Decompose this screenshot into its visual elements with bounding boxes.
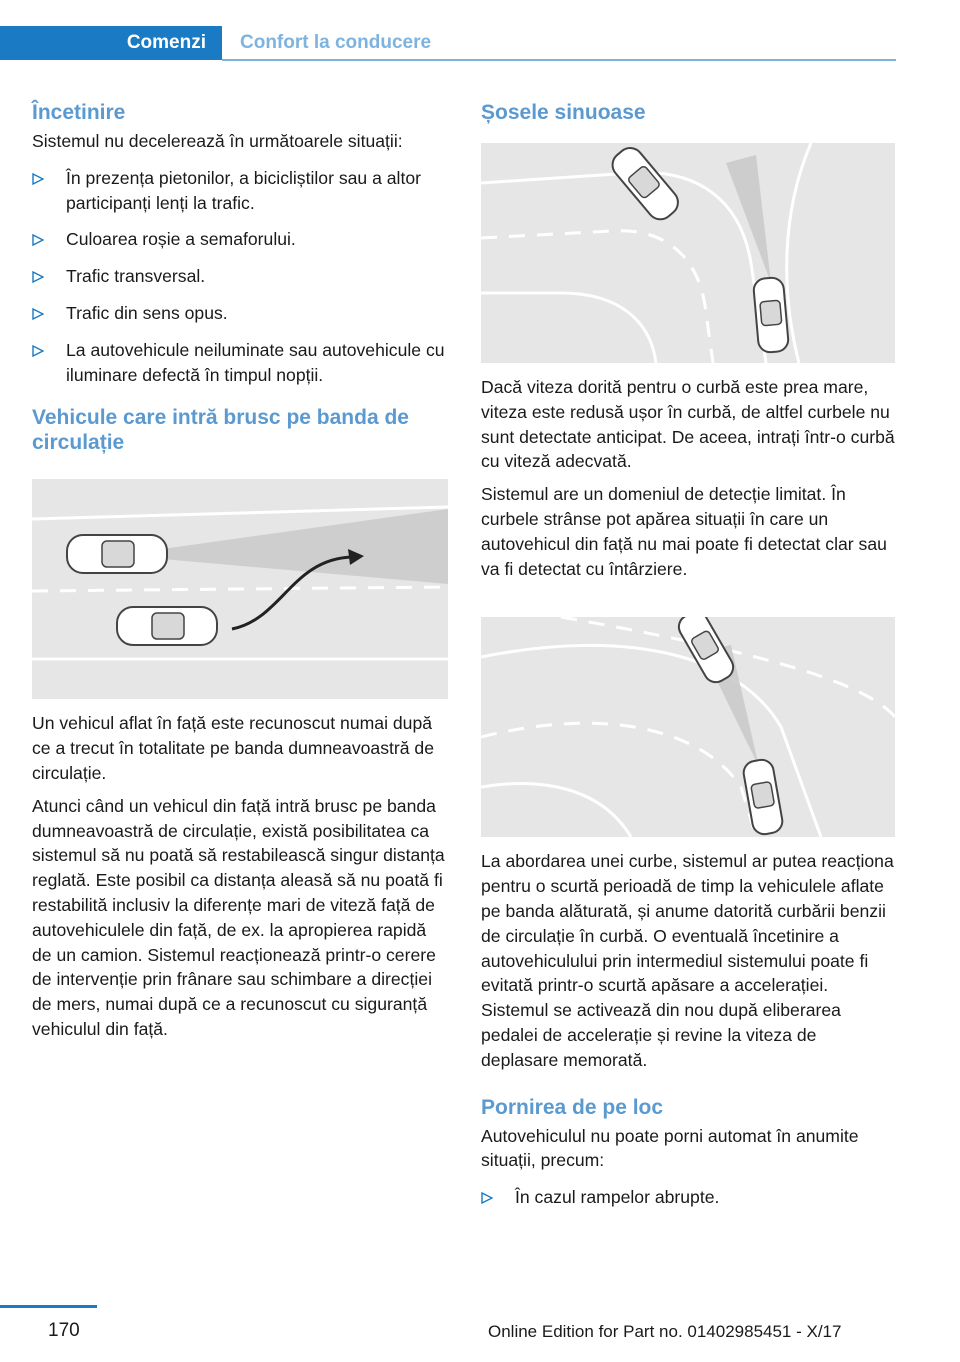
cut-in-paragraph-2: Atunci când un vehicul din față intră brusc pe banda dumneavoastră de circulație, există posibilitatea ca sistemul să nu poată să restabilească singur distanța reglată. Este posibil ca distanța aleasă să nu poată fi restabilită inclusiv la diferențe mari de viteză față de autovehiculele din față, de ex. la apropierea rapidă de un camion. Sistemul reacționează printr-o cerere de intervenție prin frânare sau schimbare a direcției de mers, numai după ce a recunoscut cu siguranță vehiculul din față. [32,795,445,1039]
triangle-bullet-icon [32,264,44,288]
tab-confort[interactable] [222,26,896,60]
list-item-text: Trafic din sens opus. [66,302,228,323]
pornire-paragraph: Autovehiculul nu poate porni automat în anumite situații, precum: [481,1125,859,1171]
intro-paragraph: Sistemul nu decelerează în următoarele situații: [32,131,403,151]
pornire-list [481,1185,895,1210]
triangle-bullet-icon [481,1185,493,1209]
curve-diagram-2 [481,617,895,837]
curve-illustration-2 [481,617,895,837]
edition-note: Online Edition for Part no. 01402985451 - X/17 [488,1322,842,1341]
list-item-text: La autovehicule neiluminate sau autovehicule cu iluminare defectă în timpul nopții. [66,339,445,385]
list-item [32,338,448,388]
car-icon [67,535,167,573]
cut-in-illustration [32,479,448,699]
curve-diagram-1 [481,143,895,363]
list-item [32,166,448,216]
car-icon [117,607,217,645]
section-title-cut-in: Vehicule care intră brusc pe banda de circulație [32,406,409,455]
section-title-curves: Șosele sinuoase [481,101,646,124]
triangle-bullet-icon [32,301,44,325]
right-column [481,100,895,1210]
footer-accent-line [0,1305,97,1308]
tab-comenzi-label: Comenzi [126,32,206,53]
list-item-text: Trafic transversal. [66,266,206,287]
header-divider [222,59,896,61]
list-item [32,227,448,252]
list-item-text: În prezența pietonilor, a bicicliștilor sau a altor participanți lenți la trafic. [66,167,421,213]
list-item-text: În cazul rampelor abrupte. [515,1187,720,1208]
curves-paragraph-3: La abordarea unei curbe, sistemul ar putea reacționa pentru o scurtă perioadă de timp la vehiculele aflate pe banda alăturată, și anume datorită curbării benzii de circulație în curbă. O eventuală încetinire a autovehiculului prin intermediul sistemului poate fi evitată printr-o scurtă apăsare a accelerației. Sistemul se activează din nou după eliberarea pedalei de accelerație și revine la viteza de deplasare memorată. [481,851,894,1070]
list-item [481,1185,895,1210]
triangle-bullet-icon [32,227,44,251]
cut-in-paragraph-1: Un vehicul aflat în față este recunoscut numai după ce a trecut în totalitate pe banda dumneavoastră de circulație. [32,713,434,783]
tab-confort-label: Confort la conducere [240,32,432,53]
slowdown-list [32,166,448,388]
curve-illustration-1 [481,143,895,363]
triangle-bullet-icon [32,166,44,190]
list-item [32,264,448,289]
curves-paragraph-2: Sistemul are un domeniul de detecție limitat. În curbele strânse pot apărea situații în care un autovehicul din față nu mai poate fi detectat clar sau va fi detectat cu întârziere. [481,484,887,579]
section-title-pornire: Pornirea de pe loc [481,1095,664,1119]
tab-comenzi[interactable] [0,26,222,60]
triangle-bullet-icon [32,338,44,362]
left-column [32,100,448,1042]
cut-in-diagram [32,479,448,699]
section-title-incetinire: Încetinire [32,101,126,124]
list-item [32,301,448,326]
header-tabs [0,26,896,62]
list-item-text: Culoarea roșie a semaforului. [66,229,296,250]
curves-paragraph-1: Dacă viteza dorită pentru o curbă este prea mare, viteza este redusă ușor în curbă, de altfel curbele nu sunt detectate anticipat. De aceea, intrați într-o curbă cu viteză adecvată. [481,377,895,472]
page-number: 170 [48,1320,80,1341]
car-icon [753,277,789,353]
